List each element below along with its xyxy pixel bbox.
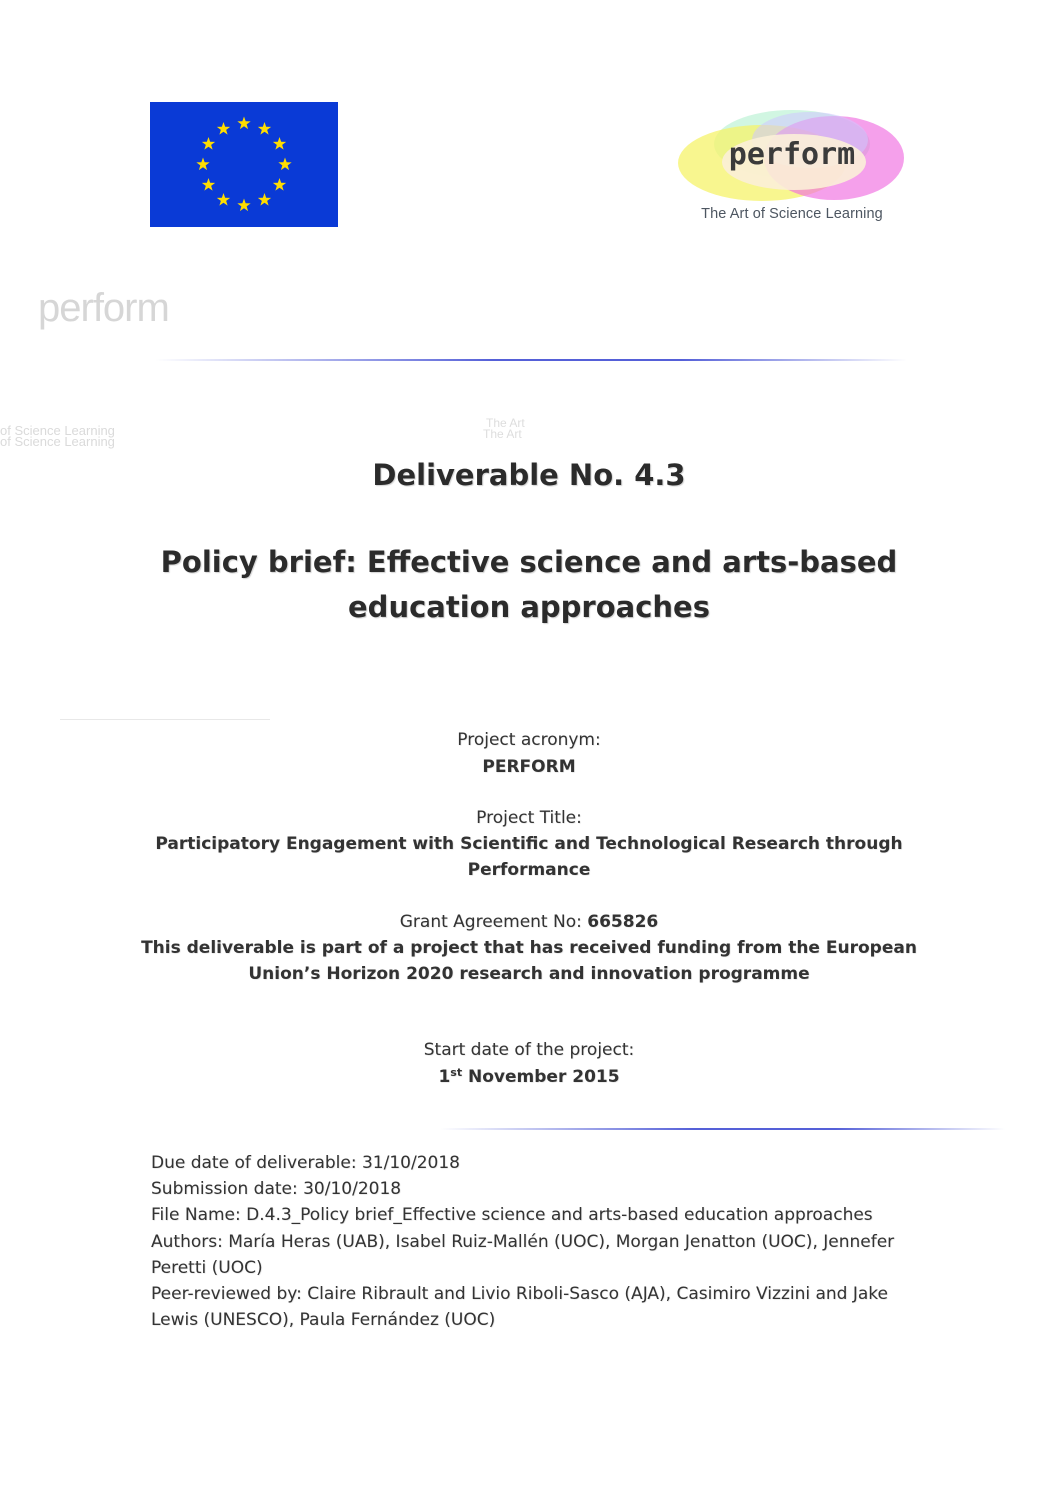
- ghost-tagline: of Science Learning: [0, 423, 115, 438]
- start-day-suffix: st: [450, 1066, 463, 1079]
- authors-line: Peretti (UOC): [151, 1257, 263, 1278]
- project-title-line: Participatory Engagement with Scientific and Technological Research through: [155, 834, 903, 854]
- grant-agreement: [0, 912, 1058, 932]
- funding-statement-line: Union’s Horizon 2020 research and innovation programme: [248, 964, 810, 984]
- due-date: Due date of deliverable: 31/10/2018: [151, 1153, 460, 1173]
- ghost-logo-word: perform: [38, 286, 169, 330]
- submission-date: Submission date: 30/10/2018: [151, 1179, 402, 1200]
- deliverable-metadata: [151, 1150, 921, 1333]
- project-title-line: Performance: [467, 860, 591, 880]
- start-month-year: November 2015: [462, 1067, 620, 1087]
- grant-number: 665826: [587, 912, 659, 932]
- reviewers-line: Peer-reviewed by: Claire Ribrault and Livio Riboli-Sasco (AJA), Casimiro Vizzini and Jake: [151, 1284, 889, 1305]
- ghost-text: The Art: [486, 416, 525, 430]
- authors-line: Authors: María Heras (UAB), Isabel Ruiz-Mallén (UOC), Morgan Jenatton (UOC), Jennefer: [151, 1231, 895, 1252]
- project-acronym-label: Project acronym:: [457, 730, 601, 750]
- header-divider: [155, 359, 907, 361]
- ghost-tagline: of Science Learning: [0, 434, 115, 449]
- project-title-label: Project Title:: [476, 808, 582, 828]
- deliverable-number: Deliverable No. 4.3: [372, 458, 686, 492]
- funding-statement-line: This deliverable is part of a project that has received funding from the European: [141, 938, 917, 958]
- document-title-line: Policy brief: Effective science and arts-based: [160, 545, 898, 579]
- ghost-divider: [60, 719, 270, 720]
- logo-wordmark: perform: [728, 137, 856, 172]
- start-date-label: Start date of the project:: [423, 1040, 635, 1060]
- project-acronym: PERFORM: [482, 757, 576, 777]
- start-day: 1: [438, 1067, 451, 1087]
- logo-tagline: The Art of Science Learning: [701, 206, 883, 222]
- ghost-text: The Art: [483, 427, 522, 441]
- grant-label: Grant Agreement No:: [399, 912, 588, 932]
- eu-flag-icon: [150, 102, 338, 227]
- document-title-line: education approaches: [348, 590, 710, 624]
- footer-divider: [440, 1128, 1005, 1130]
- start-date: [0, 1066, 1058, 1087]
- reviewers-line: Lewis (UNESCO), Paula Fernández (UOC): [151, 1310, 496, 1331]
- file-name: File Name: D.4.3_Policy brief_Effective science and arts-based education approaches: [151, 1205, 873, 1226]
